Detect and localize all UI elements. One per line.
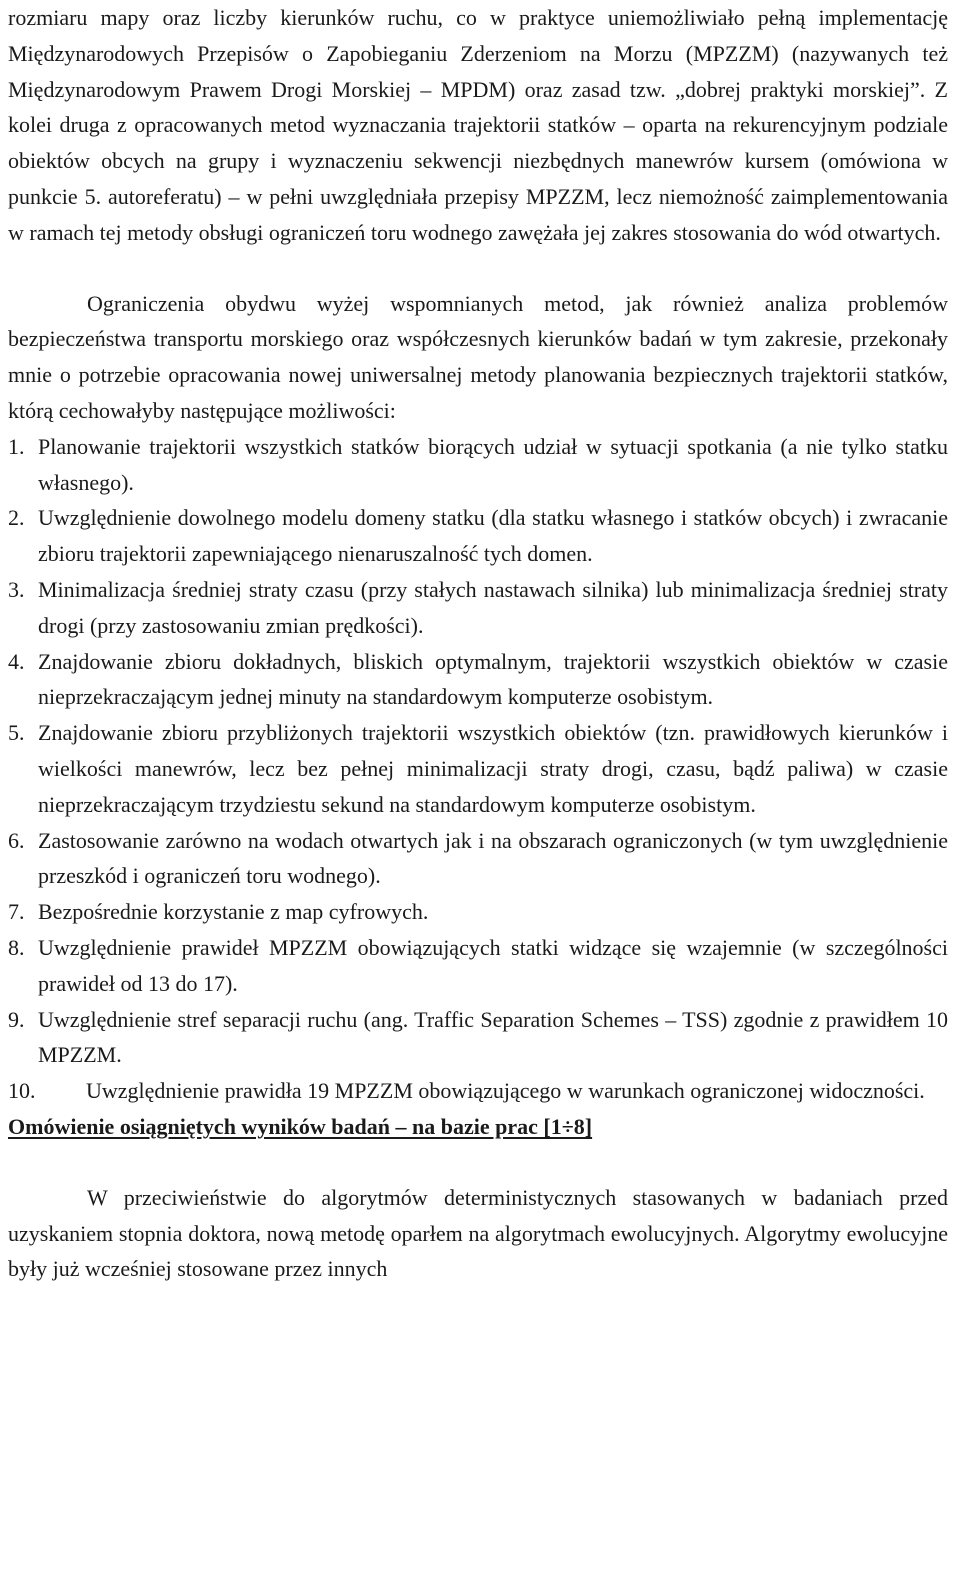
document-page: [8, 0, 948, 1287]
list-item-number: 3.: [8, 576, 25, 602]
list-item-text: Uwzględnienie dowolnego modelu domeny statku (dla statku własnego i statków obcych) i zwracanie zbioru trajektorii zapewniającego nienaruszalność tych domen.: [38, 505, 948, 567]
list-item-number: 4.: [8, 648, 25, 674]
list-item: [8, 715, 948, 822]
list-item: [8, 930, 948, 1002]
section-heading: Omówienie osiągniętych wyników badań – na bazie prac [1÷8]: [8, 1113, 593, 1139]
list-item: [8, 1002, 948, 1074]
list-item-number: 1.: [8, 433, 25, 459]
list-item-number: 10.: [8, 1078, 36, 1104]
list-item-text: Minimalizacja średniej straty czasu (przy stałych nastawach silnika) lub minimalizacja średniej straty drogi (przy zastosowaniu zmian prędkości).: [38, 576, 948, 638]
list-item-text: Uwzględnienie prawideł MPZZM obowiązujących statki widzące się wzajemnie (w szczególności prawideł od 13 do 17).: [38, 934, 948, 996]
list-item: [8, 644, 948, 716]
list-item-text: Uwzględnienie stref separacji ruchu (ang. Traffic Separation Schemes – TSS) zgodnie z prawidłem 10 MPZZM.: [38, 1006, 948, 1068]
list-item-number: 6.: [8, 827, 25, 853]
list-item-number: 2.: [8, 505, 25, 531]
list-item-text: Znajdowanie zbioru przybliżonych trajektorii wszystkich obiektów (tzn. prawidłowych kierunków i wielkości manewrów, lecz bez pełnej minimalizacji straty drogi, czasu, bądź paliwa) w czasie nieprzekraczającym trzydziestu sekund na standardowym komputerze osobistym.: [38, 720, 948, 817]
list-item: [8, 823, 948, 895]
list-item-text: Zastosowanie zarówno na wodach otwartych jak i na obszarach ograniczonych (w tym uwzględnienie przeszkód i ograniczeń toru wodnego).: [38, 827, 948, 889]
list-item-text: Bezpośrednie korzystanie z map cyfrowych.: [38, 899, 429, 925]
final-paragraph: W przeciwieństwie do algorytmów deterministycznych stasowanych w badaniach przed uzyskaniem stopnia doktora, nową metodę oparłem na algorytmach ewolucyjnych. Algorytmy ewolucyjne były już wcześniej stosowane przez innych: [8, 1184, 948, 1282]
capabilities-list: [8, 429, 948, 1109]
list-item-number: 5.: [8, 720, 25, 746]
list-item-number: 8.: [8, 934, 25, 960]
list-item: [8, 572, 948, 644]
list-item-text: Znajdowanie zbioru dokładnych, bliskich optymalnym, trajektorii wszystkich obiektów w czasie nieprzekraczającym jednej minuty na standardowym komputerze osobistym.: [38, 648, 948, 710]
list-item: [8, 1073, 948, 1109]
list-item-number: 7.: [8, 899, 25, 925]
list-item: [8, 429, 948, 501]
capabilities-intro-paragraph: Ograniczenia obydwu wyżej wspomnianych metod, jak również analiza problemów bezpieczeństwa transportu morskiego oraz współczesnych kierunków badań w tym zakresie, przekonały mnie o potrzebie opracowania nowej uniwersalnej metody planowania bezpiecznych trajektorii statków, którą cechowałyby następujące możliwości:: [8, 290, 948, 423]
list-item: [8, 500, 948, 572]
list-item: [8, 894, 948, 930]
list-item-text: Uwzględnienie prawidła 19 MPZZM obowiązującego w warunkach ograniczonej widoczności.: [86, 1078, 925, 1104]
list-item-text: Planowanie trajektorii wszystkich statków biorących udział w sytuacji spotkania (a nie tylko statku własnego).: [38, 433, 948, 495]
intro-paragraph: rozmiaru mapy oraz liczby kierunków ruchu, co w praktyce uniemożliwiało pełną implementację Międzynarodowych Przepisów o Zapobieganiu Zderzeniom na Morzu (MPZZM) (nazywanych też Międzynarodowym Prawem Drogi Morskiej – MPDM) oraz zasad tzw. „dobrej praktyki morskiej”. Z kolei druga z opracowanych metod wyznaczania trajektorii statków – oparta na rekurencyjnym podziale obiektów obcych na grupy i wyznaczeniu sekwencji niezbędnych manewrów kursem (omówiona w punkcie 5. autoreferatu) – w pełni uwzględniała przepisy MPZZM, lecz niemożność zaimplementowania w ramach tej metody obsługi ograniczeń toru wodnego zawężała jej zakres stosowania do wód otwartych.: [8, 5, 948, 245]
list-item-number: 9.: [8, 1006, 25, 1032]
